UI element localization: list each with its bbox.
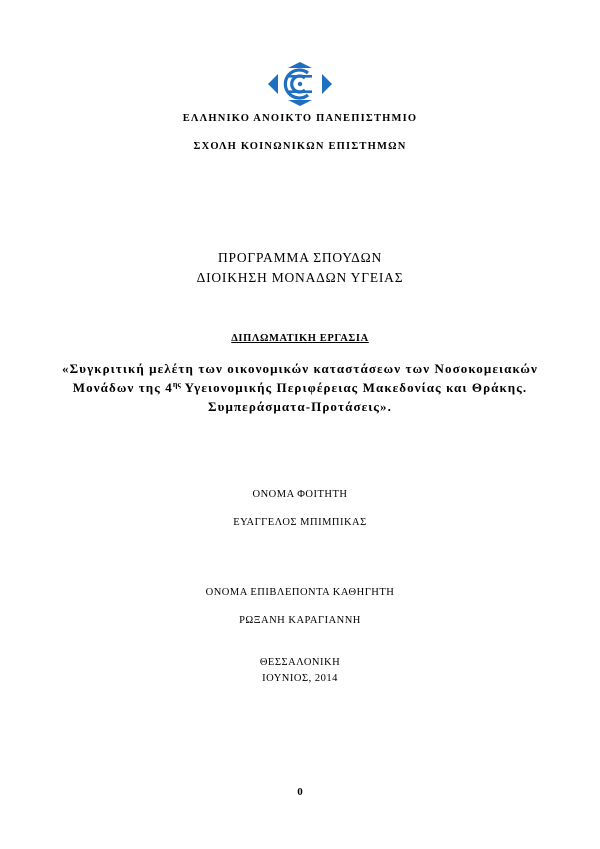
thesis-title-line-2 xyxy=(0,380,600,396)
thesis-title-superscript: ης xyxy=(172,380,181,389)
logo-diamond-left xyxy=(268,74,278,94)
student-name-label: ΟΝΟΜΑ ΦΟΙΤΗΤΗ xyxy=(252,489,348,500)
school-name: ΣΧΟΛΗ ΚΟΙΝΩΝΙΚΩΝ ΕΠΙΣΤΗΜΩΝ xyxy=(193,141,407,152)
logo-diamond-right xyxy=(322,74,332,94)
logo-diamond-top xyxy=(288,62,312,68)
program-subtitle: ΔΙΟΙΚΗΣΗ ΜΟΝΑΔΩΝ ΥΓΕΙΑΣ xyxy=(196,270,404,285)
program-title: ΠΡΟΓΡΑΜΜΑ ΣΠΟΥΔΩΝ xyxy=(217,250,383,265)
university-name: ΕΛΛΗΝΙΚΟ ΑΝΟΙΚΤΟ ΠΑΝΕΠΙΣΤΗΜΙΟ xyxy=(182,113,418,124)
logo-outer-ring xyxy=(285,70,308,98)
student-name: ΕΥΑΓΓΕΛΟΣ ΜΠΙΜΠΙΚΑΣ xyxy=(233,517,367,528)
thesis-title-line-2-start: Μονάδων της 4 xyxy=(72,380,173,395)
supervisor-name-label: ΟΝΟΜΑ ΕΠΙΒΛΕΠΟΝΤΑ ΚΑΘΗΓΗΤΗ xyxy=(205,587,395,598)
thesis-title-line-3: Συμπεράσματα-Προτάσεις». xyxy=(208,399,392,414)
logo-bar-top xyxy=(288,75,312,78)
logo-bar-bottom xyxy=(288,90,312,93)
thesis-title-line-2-end: Υγειονομικής Περιφέρειας Μακεδονίας και Θράκης. xyxy=(180,380,528,395)
logo-center-dot xyxy=(298,82,302,86)
university-logo xyxy=(268,62,332,106)
thesis-type-label: ΔΙΠΛΩΜΑΤΙΚΗ ΕΡΓΑΣΙΑ xyxy=(231,333,369,344)
page-number: 0 xyxy=(297,786,303,798)
thesis-title-line-1: «Συγκριτική μελέτη των οικονομικών καταστάσεων των Νοσοκομειακών xyxy=(62,361,538,376)
logo-diamond-bottom xyxy=(288,100,312,106)
date: ΙΟΥΝΙΟΣ, 2014 xyxy=(262,673,338,684)
supervisor-name: ΡΩΞΑΝΗ ΚΑΡΑΓΙΑΝΝΗ xyxy=(239,615,361,626)
city: ΘΕΣΣΑΛΟΝΙΚΗ xyxy=(259,657,341,668)
